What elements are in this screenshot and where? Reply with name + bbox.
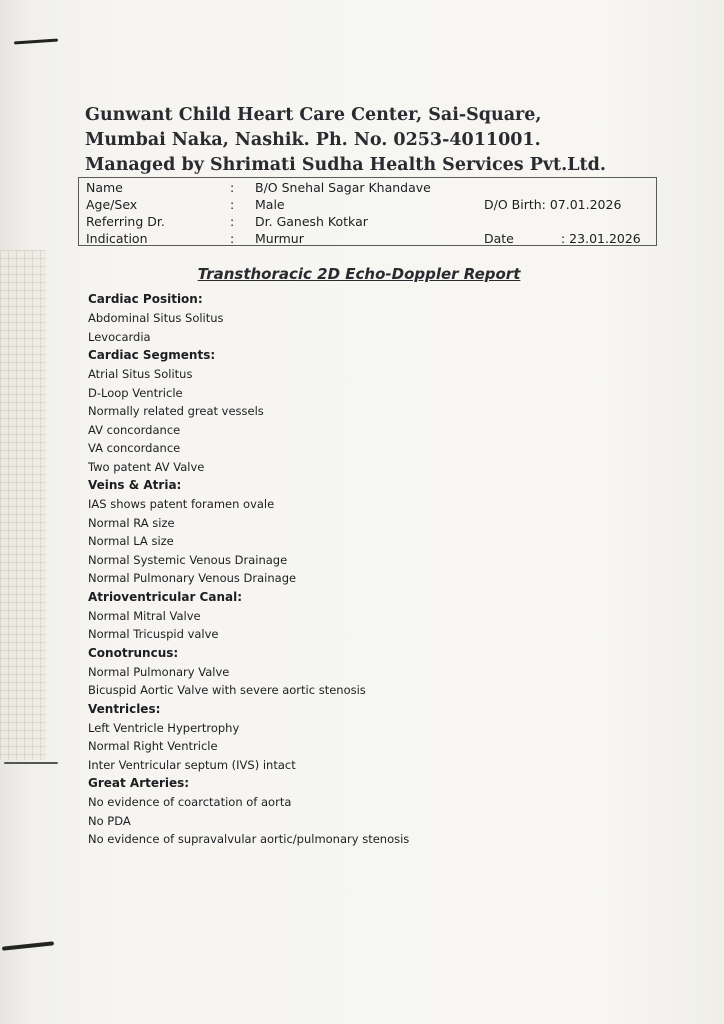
finding-item: Abdominal Situs Solitus bbox=[88, 311, 224, 325]
date-value: : 23.01.2026 bbox=[561, 231, 641, 246]
name-label: Name bbox=[86, 180, 123, 195]
age-sex-value: Male bbox=[255, 197, 285, 212]
separator: : bbox=[230, 180, 235, 195]
patient-info-box bbox=[78, 177, 657, 246]
separator: : bbox=[230, 214, 235, 229]
finding-item: Two patent AV Valve bbox=[88, 459, 205, 474]
section-heading: Veins & Atria: bbox=[88, 478, 182, 492]
finding-item: Normal Right Ventricle bbox=[88, 739, 218, 753]
finding-item: D-Loop Ventricle bbox=[88, 385, 183, 400]
referring-label: Referring Dr. bbox=[86, 214, 165, 229]
finding-item: IAS shows patent foramen ovale bbox=[88, 497, 275, 511]
referring-value: Dr. Ganesh Kotkar bbox=[255, 214, 368, 229]
section-heading: Great Arteries: bbox=[88, 776, 190, 790]
graph-paper-strip bbox=[0, 250, 46, 760]
finding-item: Inter Ventricular septum (IVS) intact bbox=[88, 757, 296, 772]
patient-name-row bbox=[79, 179, 656, 196]
finding-item: Bicuspid Aortic Valve with severe aortic stenosis bbox=[88, 683, 366, 697]
letterhead bbox=[85, 103, 685, 178]
finding-item: No evidence of coarctation of aorta bbox=[88, 795, 292, 809]
section-heading: Cardiac Segments: bbox=[88, 348, 216, 362]
name-value: B/O Snehal Sagar Khandave bbox=[255, 180, 431, 195]
finding-item: VA concordance bbox=[88, 441, 181, 455]
finding-item: Normal RA size bbox=[88, 515, 175, 530]
finding-item: No evidence of supravalvular aortic/pulmonary stenosis bbox=[88, 832, 410, 846]
section-heading: Atrioventricular Canal: bbox=[88, 589, 242, 604]
date-label: Date bbox=[484, 231, 514, 246]
report-sections bbox=[88, 290, 648, 849]
finding-item: Levocardia bbox=[88, 329, 151, 344]
indication-label: Indication bbox=[86, 231, 148, 246]
finding-item: AV concordance bbox=[88, 422, 181, 437]
patient-age-row bbox=[79, 196, 656, 213]
finding-item: Normal Pulmonary Valve bbox=[88, 664, 230, 679]
section-heading: Ventricles: bbox=[88, 701, 161, 716]
separator: : bbox=[230, 197, 235, 212]
finding-item: Normal Mitral Valve bbox=[88, 608, 201, 623]
separator: : bbox=[230, 231, 235, 246]
finding-item: Normally related great vessels bbox=[88, 404, 264, 418]
finding-item: Normal LA size bbox=[88, 534, 174, 548]
pen-mark-middle bbox=[4, 762, 58, 764]
patient-indication-row bbox=[79, 230, 656, 247]
letterhead-line-2: Mumbai Naka, Nashik. Ph. No. 0253-4011001. bbox=[85, 130, 541, 150]
letterhead-line-3: Managed by Shrimati Sudha Health Services Pvt.Ltd. bbox=[85, 155, 606, 175]
finding-item: Atrial Situs Solitus bbox=[88, 367, 193, 381]
finding-item: No PDA bbox=[88, 813, 131, 828]
age-sex-label: Age/Sex bbox=[86, 197, 138, 212]
finding-item: Normal Tricuspid valve bbox=[88, 627, 219, 641]
dob-text: D/O Birth: 07.01.2026 bbox=[484, 197, 622, 212]
section-heading: Cardiac Position: bbox=[88, 292, 203, 306]
patient-referring-row bbox=[79, 213, 656, 230]
finding-item: Normal Systemic Venous Drainage bbox=[88, 552, 288, 567]
report-title-text: Transthoracic 2D Echo-Doppler Report bbox=[197, 265, 521, 283]
finding-item: Left Ventricle Hypertrophy bbox=[88, 720, 240, 735]
indication-value: Murmur bbox=[255, 231, 304, 246]
letterhead-line-1: Gunwant Child Heart Care Center, Sai-Square, bbox=[85, 105, 542, 125]
finding-item: Normal Pulmonary Venous Drainage bbox=[88, 571, 297, 585]
section-heading: Conotruncus: bbox=[88, 645, 179, 660]
report-title bbox=[0, 265, 724, 283]
